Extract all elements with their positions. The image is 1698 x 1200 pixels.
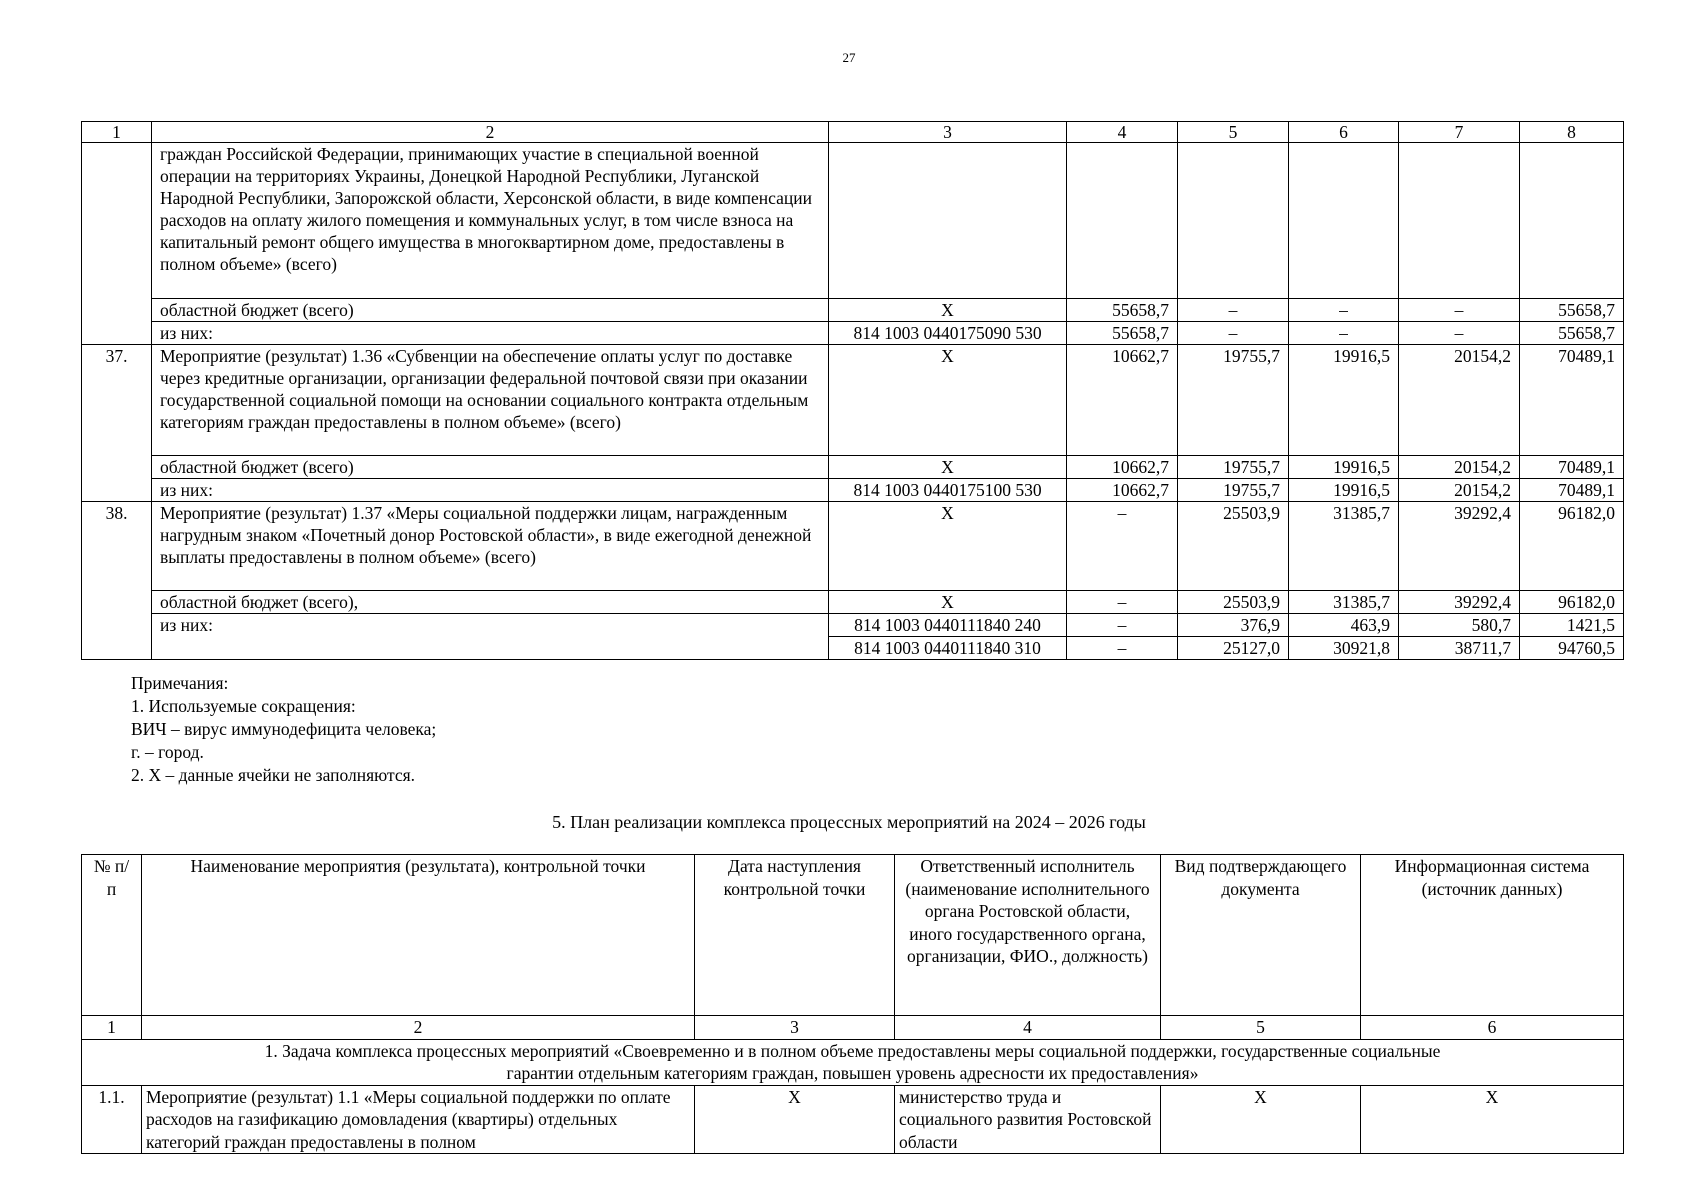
value-cell: 70489,1 (1520, 479, 1624, 502)
code-cell: X (829, 591, 1067, 614)
value-cell: 31385,7 (1289, 591, 1399, 614)
date-cell: X (695, 1085, 895, 1154)
table-row (82, 143, 1624, 299)
col-num-1: 1 (82, 1016, 142, 1040)
table-row (82, 345, 1624, 456)
note-line: 2. X – данные ячейки не заполняются. (131, 765, 416, 785)
table-row (82, 322, 1624, 345)
col-num-2: 2 (142, 1016, 695, 1040)
col-num-3: 3 (695, 1016, 895, 1040)
section-title: 5. План реализации комплекса процессных мероприятий на 2024 – 2026 годы (552, 812, 1146, 832)
value-cell: 580,7 (1399, 614, 1520, 637)
budget-label: областной бюджет (всего) (152, 456, 829, 479)
value-cell: 19916,5 (1289, 456, 1399, 479)
value-cell: 19755,7 (1178, 456, 1289, 479)
header-row (82, 855, 1624, 1016)
value-cell: 1421,5 (1520, 614, 1624, 637)
executor-cell: министерство труда и социального развития Ростовской области (895, 1085, 1161, 1154)
header-executor: Ответственный исполнитель (наименование исполнительного органа Ростовской области, иного государственного органа, организации, ФИО., должность) (895, 855, 1161, 1016)
code-cell: 814 1003 0440111840 240 (829, 614, 1067, 637)
table-row (82, 299, 1624, 322)
table-row (82, 1085, 1624, 1154)
value-cell: 10662,7 (1067, 345, 1178, 456)
value-cell: 19755,7 (1178, 479, 1289, 502)
col-num-3: 3 (829, 122, 1067, 143)
value-cell: 19755,7 (1178, 345, 1289, 456)
value-cell: – (1399, 322, 1520, 345)
financing-table (81, 121, 1624, 660)
measure-text: Мероприятие (результат) 1.37 «Меры социальной поддержки лицам, награжденным нагрудным знаком «Почетный донор Ростовской области», в виде ежегодной денежной выплаты предоставлены в полном объеме» (всего) (152, 502, 829, 591)
budget-label: из них: (152, 322, 829, 345)
budget-label: из них: (152, 614, 829, 660)
code-cell: 814 1003 0440175090 530 (829, 322, 1067, 345)
value-cell: 96182,0 (1520, 591, 1624, 614)
value-cell: 70489,1 (1520, 456, 1624, 479)
value-cell: 31385,7 (1289, 502, 1399, 591)
code-cell: X (829, 345, 1067, 456)
budget-label: из них: (152, 479, 829, 502)
table-row (82, 479, 1624, 502)
budget-label: областной бюджет (всего) (152, 299, 829, 322)
header-num: № п/п (82, 855, 142, 1016)
code-cell: 814 1003 0440175100 530 (829, 479, 1067, 502)
header-system: Информационная система (источник данных) (1361, 855, 1624, 1016)
value-cell: 25127,0 (1178, 637, 1289, 660)
header-document: Вид подтверждающего документа (1161, 855, 1361, 1016)
value-cell: – (1178, 322, 1289, 345)
plan-table (81, 854, 1624, 1154)
value-cell: 20154,2 (1399, 479, 1520, 502)
value-cell: – (1067, 637, 1178, 660)
note-line: г. – город. (131, 742, 204, 762)
value-cell: 19916,5 (1289, 479, 1399, 502)
value-cell: – (1289, 322, 1399, 345)
value-cell: 10662,7 (1067, 479, 1178, 502)
budget-label: областной бюджет (всего), (152, 591, 829, 614)
col-num-8: 8 (1520, 122, 1624, 143)
value-cell: 20154,2 (1399, 456, 1520, 479)
value-cell: 55658,7 (1067, 322, 1178, 345)
col-num-7: 7 (1399, 122, 1520, 143)
table-row (82, 591, 1624, 614)
note-line: 1. Используемые сокращения: (131, 696, 356, 716)
col-num-6: 6 (1361, 1016, 1624, 1040)
value-cell: 39292,4 (1399, 502, 1520, 591)
value-cell: 30921,8 (1289, 637, 1399, 660)
value-cell: – (1067, 591, 1178, 614)
document-cell: X (1161, 1085, 1361, 1154)
value-cell: 94760,5 (1520, 637, 1624, 660)
table-row (82, 614, 1624, 637)
row-number-cell: 38. (82, 502, 152, 660)
value-cell: 10662,7 (1067, 456, 1178, 479)
column-number-row (82, 122, 1624, 143)
col-num-4: 4 (895, 1016, 1161, 1040)
col-num-1: 1 (82, 122, 152, 143)
col-num-4: 4 (1067, 122, 1178, 143)
notes (131, 672, 436, 787)
task-text: 1. Задача комплекса процессных мероприятий «Своевременно и в полном объеме предоставлены меры социальной поддержки, государственные социальные гарантии отдельным категориям граждан, повышен уровень адресности их предоставления» (82, 1039, 1624, 1085)
task-row (82, 1039, 1624, 1085)
value-cell: 55658,7 (1520, 322, 1624, 345)
measure-text: граждан Российской Федерации, принимающих участие в специальной военной операции на территориях Украины, Донецкой Народной Республики, Луганской Народной Республики, Запорожской области, Херсонской области, в виде компенсации расходов на оплату жилого помещения и коммунальных услуг, в том числе взноса на капитальный ремонт общего имущества в многоквартирном доме, предоставлены в полном объеме» (всего) (152, 143, 829, 299)
value-cell: 96182,0 (1520, 502, 1624, 591)
col-num-6: 6 (1289, 122, 1399, 143)
measure-text: Мероприятие (результат) 1.36 «Субвенции на обеспечение оплаты услуг по доставке через кредитные организации, организации федеральной почтовой связи при оказании государственной социальной помощи на основании социального контракта отдельным категориям граждан предоставлены в полном объеме» (всего) (152, 345, 829, 456)
table-row (82, 456, 1624, 479)
row-number-cell (82, 143, 152, 345)
value-cell: 19916,5 (1289, 345, 1399, 456)
code-cell: 814 1003 0440111840 310 (829, 637, 1067, 660)
system-cell: X (1361, 1085, 1624, 1154)
value-cell: 70489,1 (1520, 345, 1624, 456)
notes-title: Примечания: (131, 673, 229, 693)
code-cell: X (829, 299, 1067, 322)
row-number-cell: 37. (82, 345, 152, 502)
value-cell: – (1289, 299, 1399, 322)
value-cell: 25503,9 (1178, 591, 1289, 614)
row-number-cell: 1.1. (82, 1085, 142, 1154)
value-cell: 55658,7 (1067, 299, 1178, 322)
column-number-row (82, 1016, 1624, 1040)
value-cell: 39292,4 (1399, 591, 1520, 614)
header-name: Наименование мероприятия (результата), контрольной точки (142, 855, 695, 1016)
col-num-5: 5 (1178, 122, 1289, 143)
value-cell: 25503,9 (1178, 502, 1289, 591)
value-cell: 38711,7 (1399, 637, 1520, 660)
value-cell: 55658,7 (1520, 299, 1624, 322)
code-cell: X (829, 456, 1067, 479)
value-cell: – (1399, 299, 1520, 322)
note-line: ВИЧ – вирус иммунодефицита человека; (131, 719, 437, 739)
value-cell: – (1067, 502, 1178, 591)
value-cell: 20154,2 (1399, 345, 1520, 456)
table-row (82, 502, 1624, 591)
header-date: Дата наступления контрольной точки (695, 855, 895, 1016)
col-num-2: 2 (152, 122, 829, 143)
code-cell: X (829, 502, 1067, 591)
value-cell: – (1067, 614, 1178, 637)
value-cell: 376,9 (1178, 614, 1289, 637)
value-cell: – (1178, 299, 1289, 322)
page-number: 27 (842, 50, 856, 65)
measure-name: Мероприятие (результат) 1.1 «Меры социальной поддержки по оплате расходов на газификацию домовладения (квартиры) отдельных категорий граждан предоставлены в полном (142, 1085, 695, 1154)
value-cell: 463,9 (1289, 614, 1399, 637)
col-num-5: 5 (1161, 1016, 1361, 1040)
